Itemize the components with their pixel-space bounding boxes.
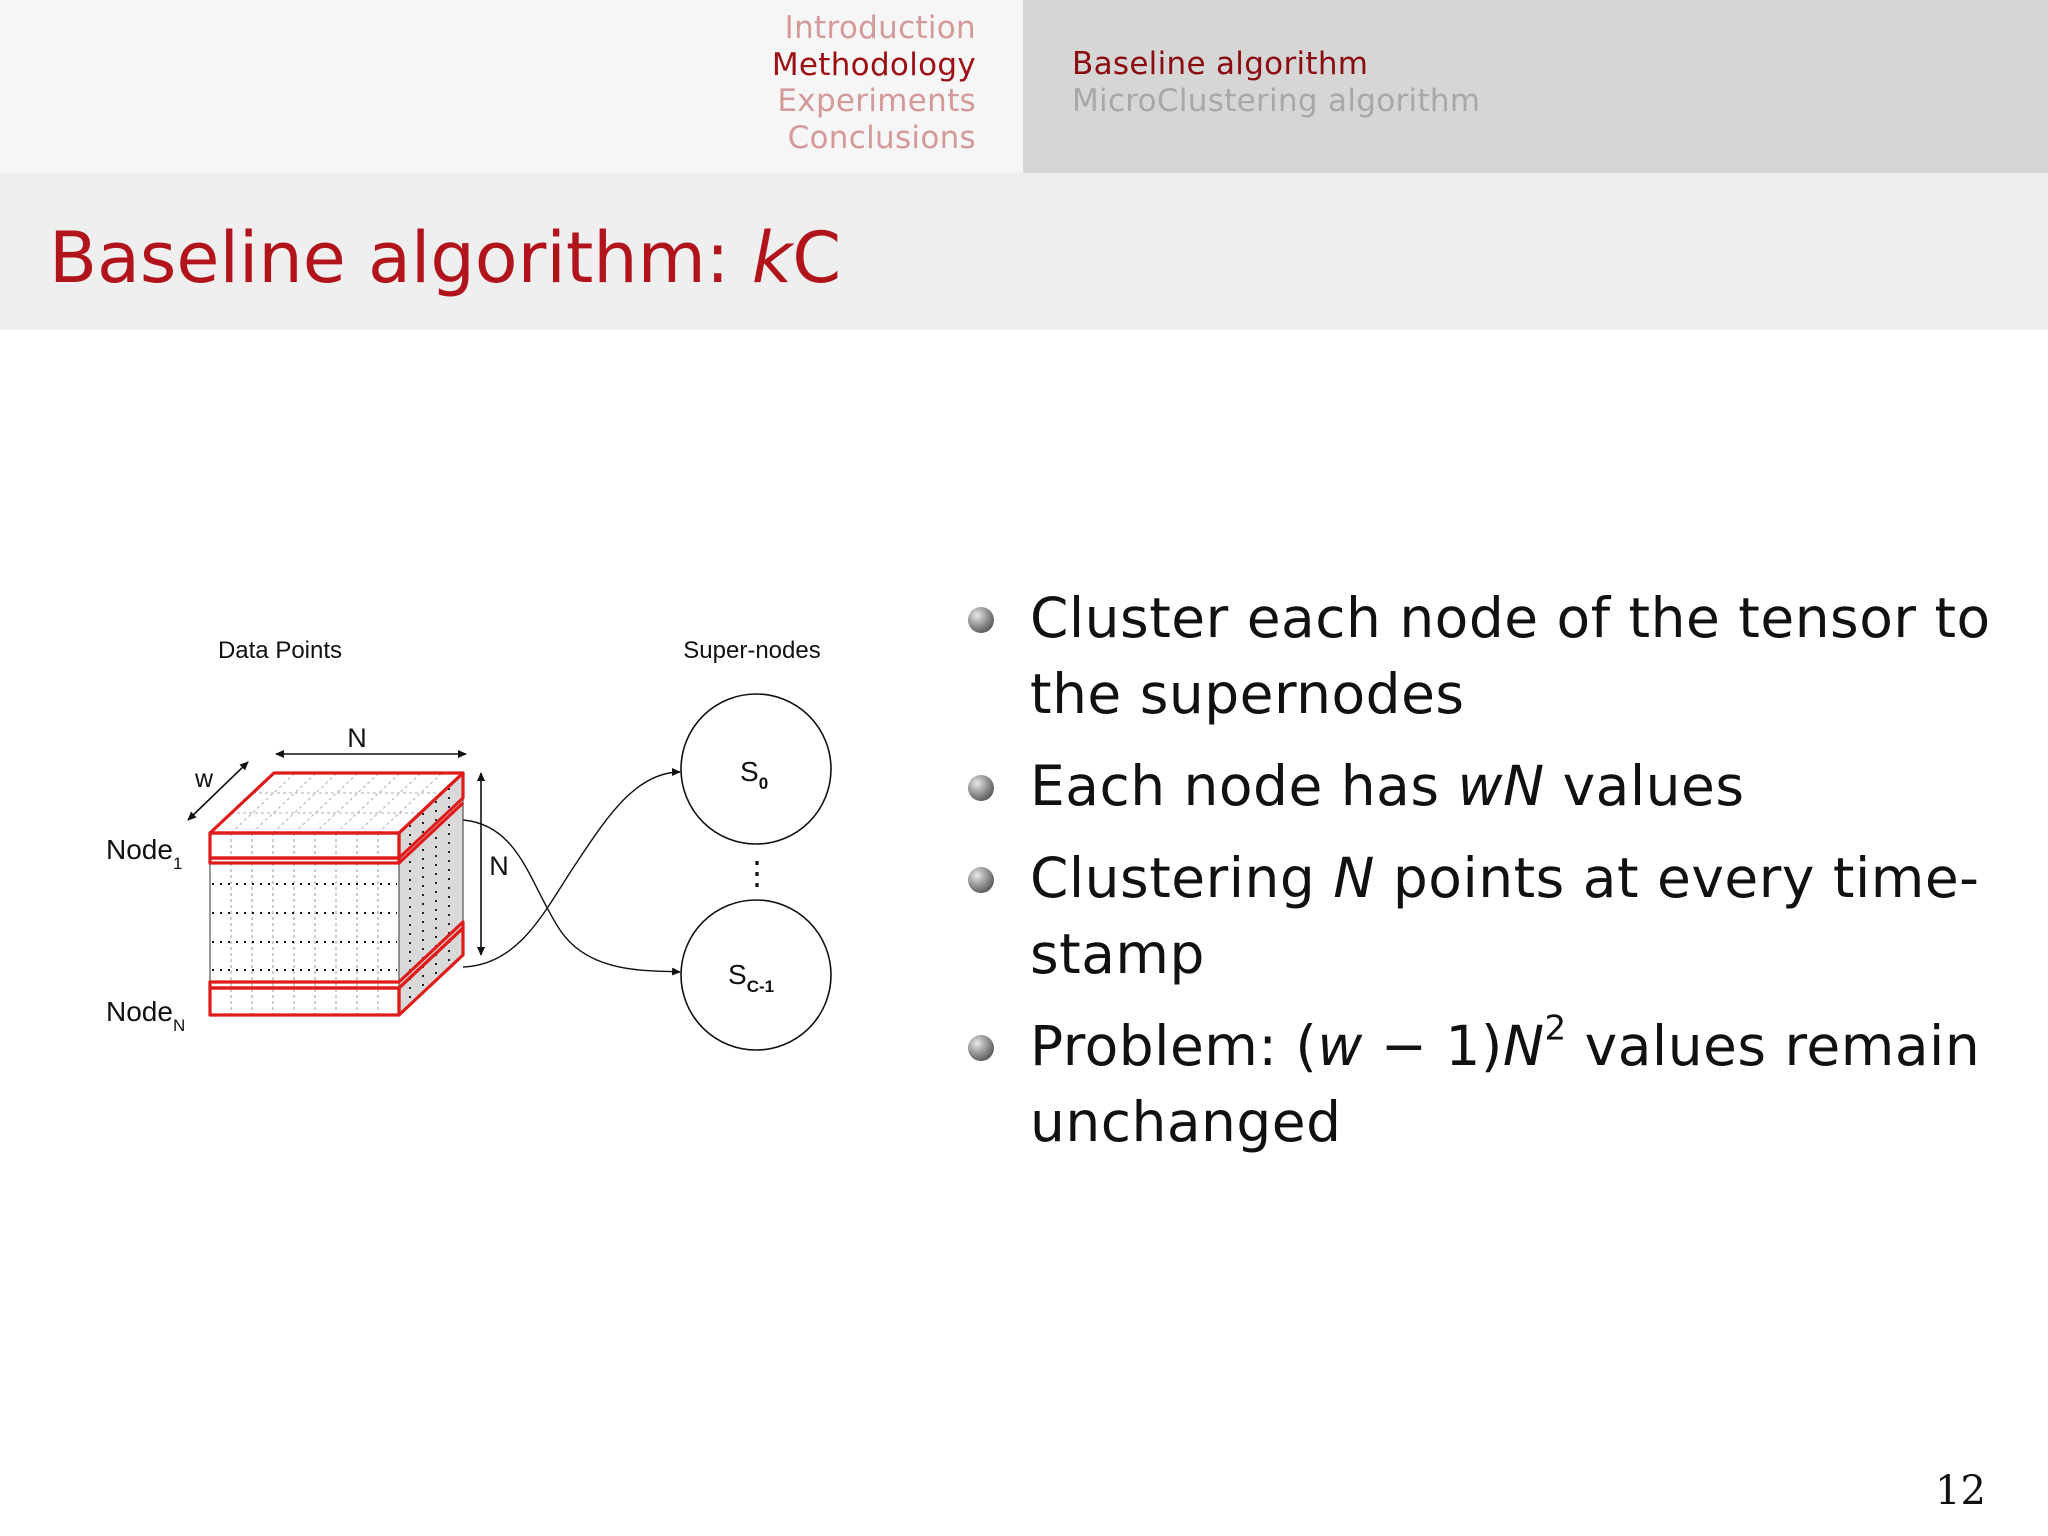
bullet-ball-icon: [968, 1035, 994, 1061]
bullet-3-prefix: Clustering: [1030, 846, 1334, 910]
frame-title-suffix: C: [792, 217, 842, 299]
nav-section-introduction[interactable]: Introduction: [784, 10, 976, 46]
nav-section-conclusions[interactable]: Conclusions: [787, 119, 976, 156]
bullet-1-text: Cluster each node of the tensor to the supernodes: [1030, 586, 1991, 726]
sc1-sub: C-1: [746, 977, 775, 996]
bullet-ball-icon: [968, 607, 994, 633]
section-list: [772, 10, 976, 156]
supernode-sc1: [681, 900, 831, 1050]
bullet-4-prefix: Problem: (: [1030, 1014, 1318, 1078]
bullet-4-math-N: N: [1502, 1014, 1545, 1078]
node1-label-sub: 1: [172, 854, 183, 873]
bullet-list: [968, 580, 2008, 1176]
bullet-item-cluster: [968, 580, 2008, 732]
bullet-item-clustering: [968, 840, 2008, 992]
bullet-3-suffix: points at every time-stamp: [1030, 846, 1980, 986]
bullet-4-exponent: 2: [1544, 1008, 1567, 1049]
node1-label: [106, 834, 182, 873]
data-points-label: Data Points: [217, 637, 343, 664]
bullet-ball-icon: [968, 867, 994, 893]
node1-to-sc1-curve: [463, 820, 680, 972]
supernode-ellipsis: ⋮: [741, 855, 773, 891]
frame-title: [49, 213, 841, 303]
bullet-4-math-mid: − 1): [1362, 1014, 1503, 1078]
frame-title-math: k: [751, 217, 793, 299]
nav-subsections-panel: [1023, 0, 2048, 173]
n-top-label: N: [347, 723, 367, 753]
node1-label-text: Node: [106, 834, 173, 865]
sc1-text: S: [728, 959, 747, 990]
bullet-4-suffix: values remain unchanged: [1030, 1014, 1981, 1154]
nodeN-label-text: Node: [106, 996, 173, 1027]
bullet-ball-icon: [968, 775, 994, 801]
bullet-4-math-w: w: [1317, 1014, 1363, 1078]
frame-title-text: Baseline algorithm:: [49, 217, 752, 299]
subsection-list: [1072, 46, 1480, 119]
nodeN-label: [106, 996, 185, 1035]
nav-subsection-baseline[interactable]: Baseline algorithm: [1072, 46, 1369, 82]
w-label: w: [194, 765, 214, 793]
nav-subsection-microclustering[interactable]: MicroClustering algorithm: [1072, 82, 1481, 119]
nav-section-methodology[interactable]: Methodology: [771, 46, 976, 83]
nav-sections-panel: [0, 0, 1023, 173]
n-side-label: N: [489, 851, 509, 881]
s0-text: S: [740, 756, 759, 787]
bullet-2-prefix: Each node has: [1030, 754, 1458, 818]
tensor-clustering-diagram: [90, 620, 870, 1060]
bullet-3-math: N: [1333, 846, 1375, 910]
supernodes-label: Super-nodes: [683, 637, 821, 664]
bullet-2-suffix: values: [1544, 754, 1745, 818]
nodeN-label-sub: N: [172, 1016, 186, 1035]
bullet-item-values: [968, 748, 2008, 824]
bullet-item-problem: [968, 1008, 2008, 1160]
nav-section-experiments[interactable]: Experiments: [777, 83, 976, 119]
tensor-cube: [210, 773, 463, 1015]
bullet-2-math: wN: [1457, 754, 1545, 818]
s0-sub: 0: [758, 774, 769, 793]
page-number: 12: [1935, 1468, 1986, 1514]
